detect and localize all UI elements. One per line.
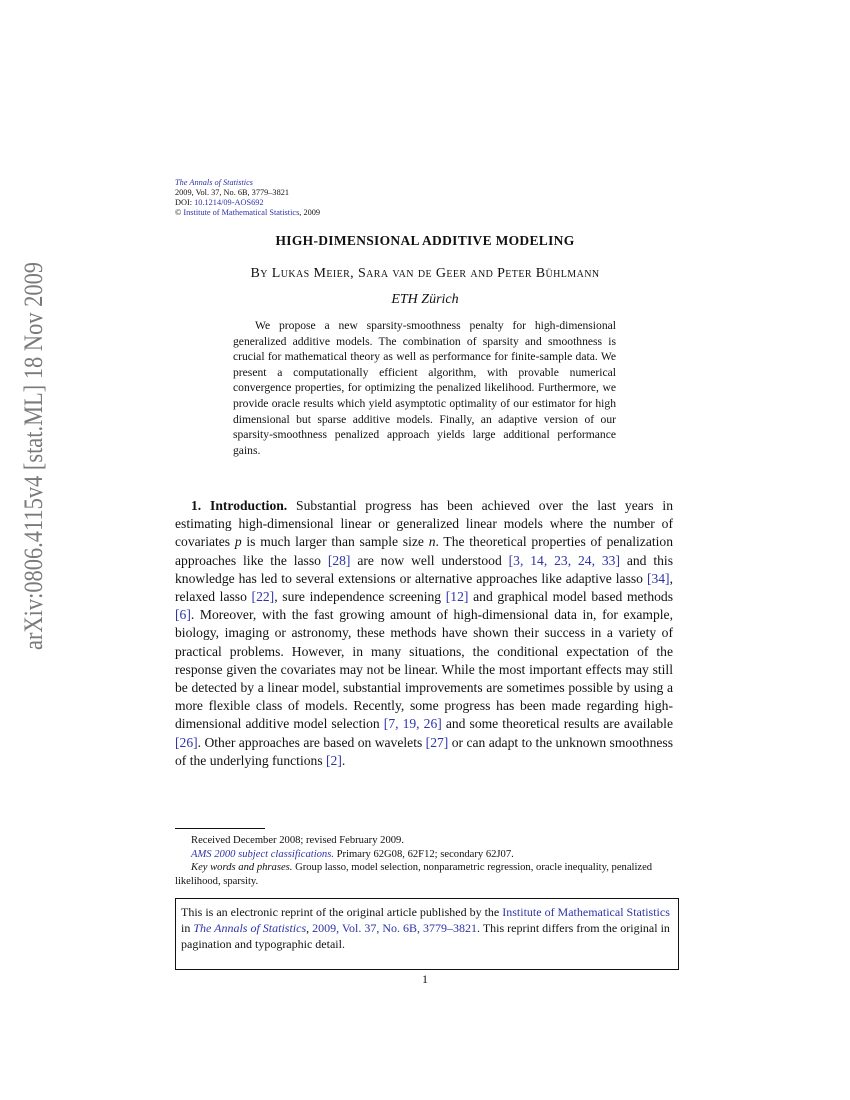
citation-link[interactable]: [3, 14, 23, 24, 33]	[508, 552, 620, 568]
intro-text: . The theoretical properties of penalization approaches like the lasso	[175, 534, 673, 568]
math-var-n: n	[428, 534, 436, 550]
arxiv-identifier: arXiv:0806.4115v4 [stat.ML] 18 Nov 2009	[19, 260, 48, 650]
intro-text: . Moreover, with the fast growing amount of high-dimensional data in, for example, biology, imaging or astronomy, these methods have shown their success in a variety of practical problems. However, in many situations, the conditional expectation of the response given the covariates may not be linear. While the most important effects may still be detected by a linear model, substantial improvements are sometimes possible by using a more flexible class of models. Recently, some progress has been made regarding high-dimensional additive model selection	[175, 607, 673, 732]
reprint-text: . This reprint differs from the original in pagination and typographic detail.	[181, 921, 670, 951]
math-var-p: p	[234, 534, 242, 550]
abstract: We propose a new sparsity-smoothness penalty for high-dimensional generalized additive models. The combination of sparsity and smoothness is crucial for mathematical theory as well as performance for finite-sample data. We present a computationally efficient algorithm, with provable numerical convergence properties, for optimizing the penalized likelihood. Furthermore, we provide oracle results which yield asymptotic optimality of our estimator for high dimensional but sparse additive models. Finally, an adaptive version of our sparsity-smoothness penalized approach yields large additional performance gains.	[233, 319, 616, 457]
paper-title: HIGH-DIMENSIONAL ADDITIVE MODELING	[275, 233, 575, 248]
intro-text: and graphical model based methods	[468, 589, 674, 605]
journal-metadata	[175, 178, 320, 218]
intro-text: and some theoretical results are available	[441, 716, 673, 732]
intro-text: are now well understood	[350, 552, 509, 568]
reprint-notice-box	[175, 898, 679, 970]
intro-text: and this knowledge has led to several extensions or alternative approaches like adaptive lasso	[175, 552, 673, 586]
ams-classification-text: Primary 62G08, 62F12; secondary 62J07.	[334, 848, 514, 860]
received-date: Received December 2008; revised February 2009.	[191, 835, 404, 846]
intro-text: , sure independence screening	[274, 589, 446, 605]
intro-text: .	[341, 752, 346, 768]
publisher-link[interactable]: Institute of Mathematical Statistics	[502, 905, 670, 919]
doi-label: DOI:	[175, 198, 195, 207]
intro-text: or can adapt to the unknown smoothness of the underlying functions	[175, 734, 673, 768]
citation-link[interactable]: [6]	[175, 607, 191, 623]
keywords-text: Group lasso, model selection, nonparametric regression, oracle inequality, penalized likelihood, sparsity.	[175, 862, 653, 887]
intro-text: is much larger than sample size	[241, 534, 429, 550]
copyright-org-link[interactable]: Institute of Mathematical Statistics	[183, 208, 300, 217]
section-heading: 1. Introduction.	[191, 498, 288, 513]
journal-link[interactable]: The Annals of Statistics	[193, 921, 307, 935]
copyright-symbol: ©	[175, 208, 182, 217]
intro-text: , relaxed lasso	[175, 570, 673, 605]
ams-classification-link[interactable]: AMS 2000 subject classifications.	[191, 848, 335, 860]
citation-link[interactable]: [26]	[175, 734, 198, 750]
page-number: 1	[422, 972, 428, 986]
citation-link[interactable]: [27]	[425, 734, 449, 750]
introduction-paragraph	[175, 497, 673, 770]
doi-link[interactable]: 10.1214/09-AOS692	[194, 198, 264, 207]
volume-link[interactable]: 2009, Vol. 37, No. 6B, 3779–3821	[312, 921, 478, 935]
citation-link[interactable]: [2]	[326, 752, 342, 768]
citation-link[interactable]: [7, 19, 26]	[383, 716, 442, 732]
intro-text: . Other approaches are based on wavelets	[197, 734, 426, 750]
copyright-year: , 2009	[299, 208, 321, 217]
paper-authors: By Lukas Meier, Sara van de Geer and Peter Bühlmann	[250, 266, 600, 281]
citation-link[interactable]: [12]	[445, 589, 469, 605]
reprint-text: in	[181, 921, 194, 935]
footnotes	[175, 834, 675, 888]
citation-link[interactable]: [28]	[327, 552, 351, 568]
journal-name-link[interactable]: The Annals of Statistics	[175, 178, 253, 187]
citation-link[interactable]: [34]	[646, 570, 670, 586]
arxiv-stamp	[8, 260, 52, 650]
reprint-text: This is an electronic reprint of the original article published by the	[181, 905, 503, 919]
keywords-label: Key words and phrases.	[191, 862, 293, 874]
intro-text: Substantial progress has been achieved over the last years in estimating high-dimensional linear or generalized linear models where the number of covariates	[175, 498, 673, 550]
journal-volume: 2009, Vol. 37, No. 6B, 3779–3821	[175, 188, 290, 197]
footnote-rule	[175, 828, 265, 829]
reprint-text: ,	[306, 921, 313, 935]
author-affiliation: ETH Zürich	[391, 292, 459, 307]
citation-link[interactable]: [22]	[251, 589, 275, 605]
